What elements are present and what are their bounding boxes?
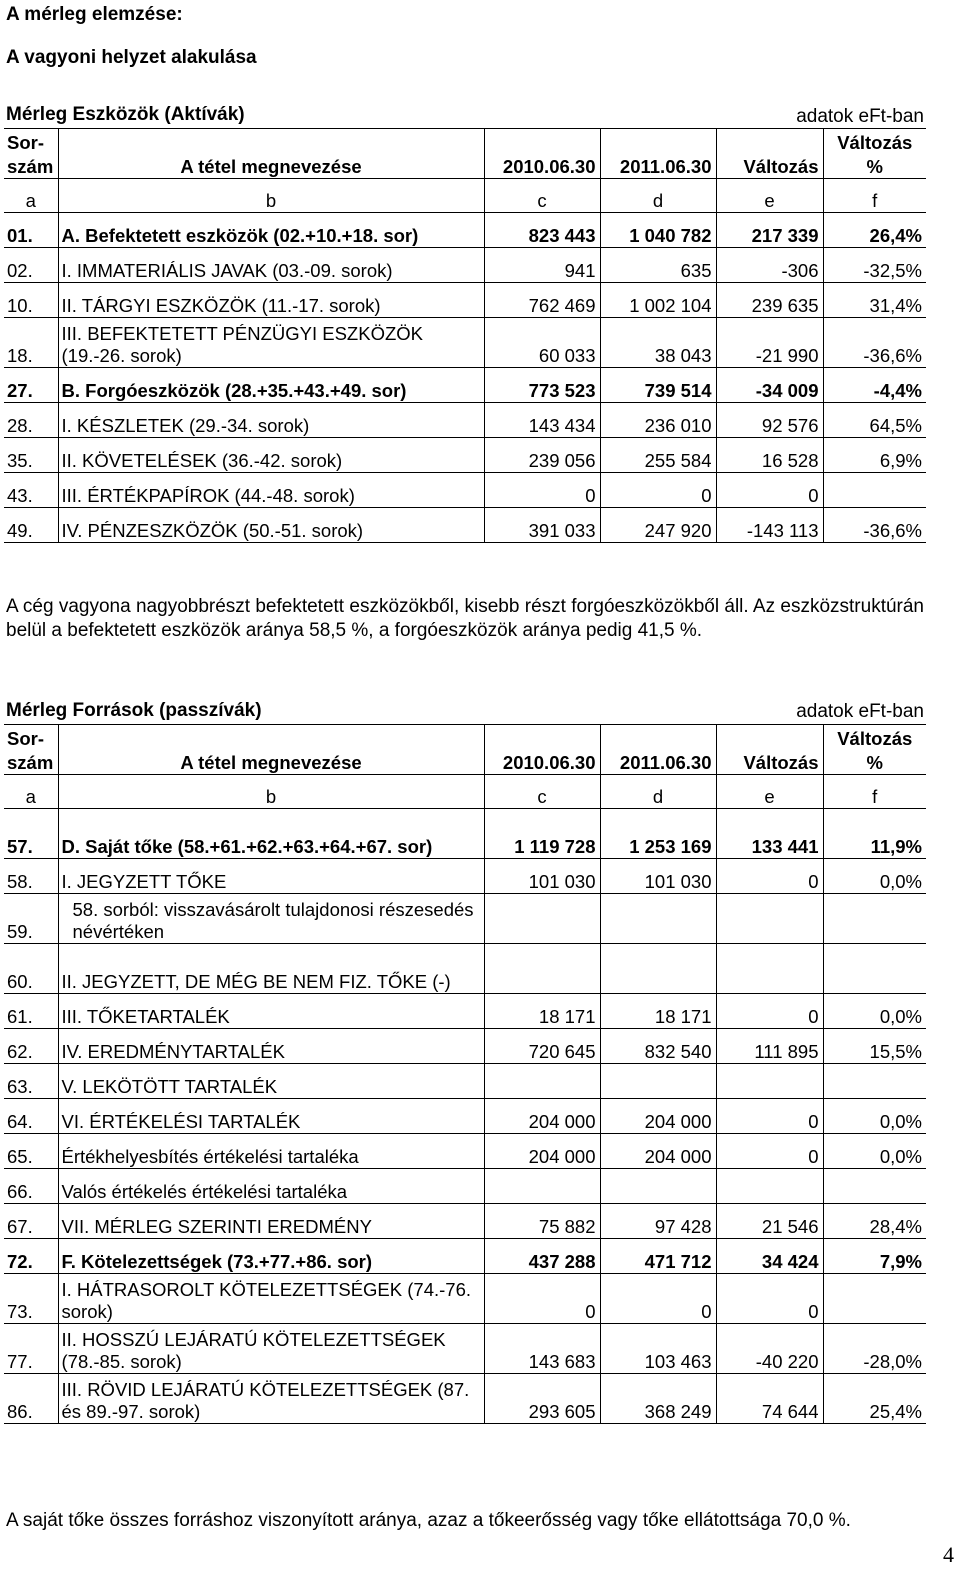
- col-header-name: A tétel megnevezése: [58, 154, 484, 179]
- col-header-blank: [58, 129, 484, 154]
- value-2011: 1 002 104: [600, 283, 716, 318]
- value-change-pct: [823, 894, 926, 944]
- value-change: -40 220: [716, 1324, 823, 1374]
- col-header-2011: 2011.06.30: [600, 750, 716, 775]
- row-number: 67.: [4, 1204, 58, 1239]
- col-header-blank: [58, 725, 484, 750]
- column-letter: d: [600, 775, 716, 809]
- col-header-change-pct: Változás: [823, 129, 926, 154]
- column-letter: f: [823, 775, 926, 809]
- row-number: 73.: [4, 1274, 58, 1324]
- row-name: IV. EREDMÉNYTARTALÉK: [58, 1029, 484, 1064]
- row-name: I. IMMATERIÁLIS JAVAK (03.-09. sorok): [58, 248, 484, 283]
- row-name: II. KÖVETELÉSEK (36.-42. sorok): [58, 438, 484, 473]
- row-name: II. TÁRGYI ESZKÖZÖK (11.-17. sorok): [58, 283, 484, 318]
- row-name: III. TŐKETARTALÉK: [58, 994, 484, 1029]
- row-number: 86.: [4, 1374, 58, 1424]
- value-change-pct: 28,4%: [823, 1204, 926, 1239]
- row-name: F. Kötelezettségek (73.+77.+86. sor): [58, 1239, 484, 1274]
- value-change: [716, 1169, 823, 1204]
- row-name: Értékhelyesbítés értékelési tartaléka: [58, 1134, 484, 1169]
- table-row: [4, 894, 926, 944]
- value-2010: 143 683: [484, 1324, 600, 1374]
- value-change-pct: 15,5%: [823, 1029, 926, 1064]
- row-number: 59.: [4, 894, 58, 944]
- assets-caption: Mérleg Eszközök (Aktívák): [6, 104, 245, 125]
- value-2010: [484, 894, 600, 944]
- value-2010: [484, 1064, 600, 1099]
- value-change-pct: 6,9%: [823, 438, 926, 473]
- value-2010: 941: [484, 248, 600, 283]
- row-name: Valós értékelés értékelési tartaléka: [58, 1169, 484, 1204]
- col-header-change-pct: Változás: [823, 725, 926, 750]
- value-change-pct: [823, 473, 926, 508]
- value-2010: 0: [484, 1274, 600, 1324]
- col-header-blank: [600, 725, 716, 750]
- row-number: 43.: [4, 473, 58, 508]
- liabilities-table: [4, 724, 926, 1424]
- value-2011: [600, 894, 716, 944]
- table-row: [4, 994, 926, 1029]
- value-2011: [600, 1169, 716, 1204]
- table-row: [4, 1374, 926, 1424]
- row-number: 18.: [4, 318, 58, 368]
- row-name: VII. MÉRLEG SZERINTI EREDMÉNY: [58, 1204, 484, 1239]
- value-change: [716, 894, 823, 944]
- assets-table: [4, 128, 926, 543]
- value-2010: 204 000: [484, 1099, 600, 1134]
- value-2011: 97 428: [600, 1204, 716, 1239]
- column-letter: c: [484, 179, 600, 213]
- col-header-blank: [600, 129, 716, 154]
- value-2011: 368 249: [600, 1374, 716, 1424]
- value-2010: 762 469: [484, 283, 600, 318]
- row-number: 63.: [4, 1064, 58, 1099]
- table-row: [4, 248, 926, 283]
- table-row: [4, 809, 926, 859]
- value-change: 0: [716, 473, 823, 508]
- value-2010: 720 645: [484, 1029, 600, 1064]
- column-letter: a: [4, 775, 58, 809]
- row-number: 66.: [4, 1169, 58, 1204]
- value-change-pct: 0,0%: [823, 1134, 926, 1169]
- value-2011: 236 010: [600, 403, 716, 438]
- col-header-pct: %: [823, 154, 926, 179]
- col-header-blank: [484, 725, 600, 750]
- assets-letter-row: [4, 179, 926, 213]
- value-2010: [484, 944, 600, 994]
- col-header-name: A tétel megnevezése: [58, 750, 484, 775]
- value-change: -306: [716, 248, 823, 283]
- assets-header-row: [4, 129, 926, 154]
- table-row: [4, 368, 926, 403]
- column-letter: d: [600, 179, 716, 213]
- value-change-pct: 31,4%: [823, 283, 926, 318]
- value-2010: 293 605: [484, 1374, 600, 1424]
- value-change-pct: 11,9%: [823, 809, 926, 859]
- value-2011: 247 920: [600, 508, 716, 543]
- table-row: [4, 1204, 926, 1239]
- value-change-pct: 0,0%: [823, 859, 926, 894]
- row-number: 77.: [4, 1324, 58, 1374]
- row-name: 58. sorból: visszavásárolt tulajdonosi részesedés névértéken: [58, 894, 484, 944]
- row-number: 01.: [4, 213, 58, 248]
- col-header-sor: Sor-: [4, 725, 58, 750]
- row-number: 65.: [4, 1134, 58, 1169]
- row-name: III. RÖVID LEJÁRATÚ KÖTELEZETTSÉGEK (87. és 89.-97. sorok): [58, 1374, 484, 1424]
- row-name: I. HÁTRASOROLT KÖTELEZETTSÉGEK (74.-76. sorok): [58, 1274, 484, 1324]
- value-change-pct: -36,6%: [823, 318, 926, 368]
- value-2011: 739 514: [600, 368, 716, 403]
- column-letter: e: [716, 179, 823, 213]
- row-name: IV. PÉNZESZKÖZÖK (50.-51. sorok): [58, 508, 484, 543]
- value-change: -21 990: [716, 318, 823, 368]
- value-2011: 0: [600, 473, 716, 508]
- row-name: D. Saját tőke (58.+61.+62.+63.+64.+67. sor): [58, 809, 484, 859]
- value-2010: [484, 1169, 600, 1204]
- table-row: [4, 473, 926, 508]
- value-2010: 204 000: [484, 1134, 600, 1169]
- row-name: A. Befektetett eszközök (02.+10.+18. sor): [58, 213, 484, 248]
- table-row: [4, 1134, 926, 1169]
- section-title: A vagyoni helyzet alakulása: [6, 47, 257, 68]
- value-change-pct: 64,5%: [823, 403, 926, 438]
- value-change: 0: [716, 1274, 823, 1324]
- value-change-pct: [823, 1274, 926, 1324]
- value-2011: 204 000: [600, 1134, 716, 1169]
- table-row: [4, 1274, 926, 1324]
- value-2011: [600, 1064, 716, 1099]
- value-2011: 832 540: [600, 1029, 716, 1064]
- col-header-sor: Sor-: [4, 129, 58, 154]
- row-number: 35.: [4, 438, 58, 473]
- row-number: 62.: [4, 1029, 58, 1064]
- row-name: II. HOSSZÚ LEJÁRATÚ KÖTELEZETTSÉGEK (78.-85. sorok): [58, 1324, 484, 1374]
- col-header-2010: 2010.06.30: [484, 750, 600, 775]
- column-letter: a: [4, 179, 58, 213]
- col-header-szam: szám: [7, 752, 54, 773]
- table-row: [4, 1324, 926, 1374]
- value-change: 0: [716, 1134, 823, 1169]
- row-number: 10.: [4, 283, 58, 318]
- table-row: [4, 213, 926, 248]
- value-2011: 204 000: [600, 1099, 716, 1134]
- value-2011: 103 463: [600, 1324, 716, 1374]
- value-2010: 60 033: [484, 318, 600, 368]
- table-row: [4, 318, 926, 368]
- page-number: 4: [943, 1542, 954, 1567]
- value-2010: 1 119 728: [484, 809, 600, 859]
- value-2011: 101 030: [600, 859, 716, 894]
- value-change-pct: -32,5%: [823, 248, 926, 283]
- value-2011: 18 171: [600, 994, 716, 1029]
- row-number: 27.: [4, 368, 58, 403]
- value-change: -34 009: [716, 368, 823, 403]
- value-2011: 471 712: [600, 1239, 716, 1274]
- table-row: [4, 1064, 926, 1099]
- value-2010: 239 056: [484, 438, 600, 473]
- row-number: 02.: [4, 248, 58, 283]
- table-row: [4, 403, 926, 438]
- value-2010: 0: [484, 473, 600, 508]
- row-name: III. ÉRTÉKPAPÍROK (44.-48. sorok): [58, 473, 484, 508]
- value-2010: 773 523: [484, 368, 600, 403]
- value-change: 0: [716, 1099, 823, 1134]
- value-change: 92 576: [716, 403, 823, 438]
- column-letter: c: [484, 775, 600, 809]
- column-letter: f: [823, 179, 926, 213]
- table-row: [4, 508, 926, 543]
- col-header-change: Változás: [716, 750, 823, 775]
- table-row: [4, 859, 926, 894]
- table-row: [4, 438, 926, 473]
- col-header-blank: [484, 129, 600, 154]
- column-letter: b: [58, 775, 484, 809]
- value-change: 239 635: [716, 283, 823, 318]
- value-2010: 437 288: [484, 1239, 600, 1274]
- value-2011: 1 253 169: [600, 809, 716, 859]
- value-change: [716, 944, 823, 994]
- equity-paragraph: A saját tőke összes forráshoz viszonyított aránya, azaz a tőkeerősség vagy tőke ellátottsága 70,0 %.: [6, 1510, 851, 1531]
- row-name: I. KÉSZLETEK (29.-34. sorok): [58, 403, 484, 438]
- row-number: 57.: [4, 809, 58, 859]
- table-row: [4, 944, 926, 994]
- row-number: 49.: [4, 508, 58, 543]
- value-2011: 38 043: [600, 318, 716, 368]
- col-header-blank: [716, 129, 823, 154]
- row-name: V. LEKÖTÖTT TARTALÉK: [58, 1064, 484, 1099]
- liabilities-caption: Mérleg Források (passzívák): [6, 700, 262, 721]
- liabilities-header-row: [4, 725, 926, 750]
- value-2010: 391 033: [484, 508, 600, 543]
- value-change: 217 339: [716, 213, 823, 248]
- row-number: 61.: [4, 994, 58, 1029]
- row-name: VI. ÉRTÉKELÉSI TARTALÉK: [58, 1099, 484, 1134]
- value-2011: 255 584: [600, 438, 716, 473]
- value-change: 16 528: [716, 438, 823, 473]
- value-change: [716, 1064, 823, 1099]
- value-change: 21 546: [716, 1204, 823, 1239]
- page-title: A mérleg elemzése:: [6, 4, 183, 25]
- value-2010: 823 443: [484, 213, 600, 248]
- row-number: 28.: [4, 403, 58, 438]
- assets-header-row: [4, 154, 926, 179]
- row-number: 58.: [4, 859, 58, 894]
- col-header-2011: 2011.06.30: [600, 154, 716, 179]
- table-row: [4, 1239, 926, 1274]
- column-letter: e: [716, 775, 823, 809]
- value-change-pct: 0,0%: [823, 994, 926, 1029]
- value-change-pct: -28,0%: [823, 1324, 926, 1374]
- value-2010: 18 171: [484, 994, 600, 1029]
- col-header-change: Változás: [716, 154, 823, 179]
- row-name: III. BEFEKTETETT PÉNZÜGYI ESZKÖZÖK (19.-26. sorok): [58, 318, 484, 368]
- value-change-pct: 26,4%: [823, 213, 926, 248]
- liabilities-header-row: [4, 750, 926, 775]
- value-change: 0: [716, 994, 823, 1029]
- col-header-szam: szám: [7, 156, 54, 177]
- value-2010: 143 434: [484, 403, 600, 438]
- value-change-pct: -4,4%: [823, 368, 926, 403]
- row-number: 60.: [4, 944, 58, 994]
- value-2010: 75 882: [484, 1204, 600, 1239]
- row-name: II. JEGYZETT, DE MÉG BE NEM FIZ. TŐKE (-): [58, 944, 484, 994]
- table-row: [4, 283, 926, 318]
- value-change-pct: [823, 944, 926, 994]
- assets-unit: adatok eFt-ban: [796, 106, 924, 127]
- value-change-pct: 0,0%: [823, 1099, 926, 1134]
- value-change-pct: 7,9%: [823, 1239, 926, 1274]
- value-2011: 1 040 782: [600, 213, 716, 248]
- value-2011: [600, 944, 716, 994]
- value-change-pct: 25,4%: [823, 1374, 926, 1424]
- col-header-blank: [716, 725, 823, 750]
- assets-paragraph: A cég vagyona nagyobbrészt befektetett eszközökből, kisebb részt forgóeszközökből áll. Az eszközstruktúrán belül a befektetett eszközök aránya 58,5 %, a forgóeszközök aránya pedig 41,5 %.: [6, 596, 924, 641]
- col-header-pct: %: [823, 750, 926, 775]
- value-change: 74 644: [716, 1374, 823, 1424]
- row-name: I. JEGYZETT TŐKE: [58, 859, 484, 894]
- table-row: [4, 1099, 926, 1134]
- value-2011: 635: [600, 248, 716, 283]
- col-header-2010: 2010.06.30: [484, 154, 600, 179]
- value-change-pct: [823, 1064, 926, 1099]
- value-change-pct: [823, 1169, 926, 1204]
- table-row: [4, 1169, 926, 1204]
- value-change: -143 113: [716, 508, 823, 543]
- column-letter: b: [58, 179, 484, 213]
- value-change: 0: [716, 859, 823, 894]
- value-change: 34 424: [716, 1239, 823, 1274]
- value-2010: 101 030: [484, 859, 600, 894]
- value-change: 133 441: [716, 809, 823, 859]
- value-2011: 0: [600, 1274, 716, 1324]
- value-change: 111 895: [716, 1029, 823, 1064]
- liabilities-letter-row: [4, 775, 926, 809]
- row-number: 72.: [4, 1239, 58, 1274]
- row-number: 64.: [4, 1099, 58, 1134]
- liabilities-unit: adatok eFt-ban: [796, 701, 924, 722]
- value-change-pct: -36,6%: [823, 508, 926, 543]
- table-row: [4, 1029, 926, 1064]
- row-name: B. Forgóeszközök (28.+35.+43.+49. sor): [58, 368, 484, 403]
